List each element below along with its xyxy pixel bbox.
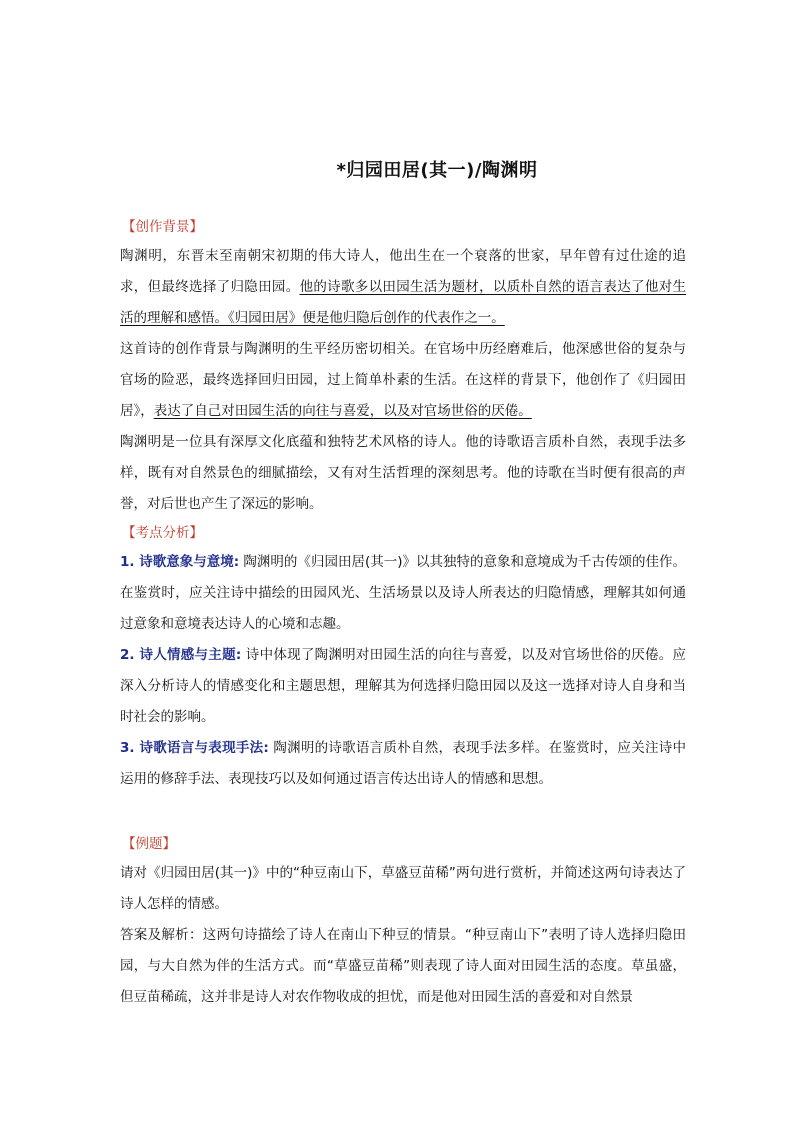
analysis-item-3-label: 3. 诗歌语言与表现手法:: [120, 740, 269, 756]
background-paragraph-1: [120, 241, 686, 334]
example-answer: 答案及解析：这两句诗描绘了诗人在南山下种豆的情景。“种豆南山下”表明了诗人选择归隐田园，与大自然为伴的生活方式。而“草盛豆苗稀”则表现了诗人面对田园生活的态度。草虽盛，但豆苗稀疏，这并非是诗人对农作物收成的担忧，而是他对田园生活的喜爱和对自然景: [120, 927, 686, 1005]
background-p1-plain: 陶渊明，东晋末至南朝宋初期的伟大诗人，他出生在一个衰落的世家，早年曾有过仕途的追求，但最终选择了归隐田园。: [120, 248, 686, 295]
background-p2-underlined: 表达了自己对田园生活的向往与喜爱，以及对官场世俗的厌倦。: [153, 403, 532, 419]
analysis-item-1-text: 陶渊明的《归园田居(其一)》以其独特的意象和意境成为千古传颂的佳作。在鉴赏时，应关注诗中描绘的田园风光、生活场景以及诗人所表达的归隐情感，理解其如何通过意象和意境表达诗人的心境和志趣。: [120, 554, 687, 632]
page-title: *归园田居(其一)/陶渊明: [336, 160, 538, 181]
background-paragraph-2: [120, 334, 686, 427]
example-heading: 【例题】: [122, 836, 176, 852]
analysis-item-3-text: 陶渊明的诗歌语言质朴自然，表现手法多样。在鉴赏时，应关注诗中运用的修辞手法、表现技巧以及如何通过语言传达出诗人的情感和思想。: [120, 740, 686, 787]
example-question: 请对《归园田居(其一)》中的“种豆南山下，草盛豆苗稀”两句进行赏析，并简述这两句诗表达了诗人怎样的情感。: [120, 865, 686, 912]
analysis-heading: 【考点分析】: [122, 525, 203, 541]
background-paragraph-3: 陶渊明是一位具有深厚文化底蕴和独特艺术风格的诗人。他的诗歌语言质朴自然，表现手法多样，既有对自然景色的细腻描绘，又有对生活哲理的深刻思考。他的诗歌在当时便有很高的声誉，对后世也产生了深远的影响。: [120, 434, 686, 512]
background-p2-plain: 这首诗的创作背景与陶渊明的生平经历密切相关。在官场中历经磨难后，他深感世俗的复杂与官场的险恶，最终选择回归田园，过上简单朴素的生活。在这样的背景下，他创作了《归园田居》，: [120, 341, 686, 419]
analysis-item-1: [120, 547, 686, 640]
document-body: [120, 214, 686, 1013]
background-p1-underlined: 他的诗歌多以田园生活为题材，以质朴自然的语言表达了他对生活的理解和感悟。《归园田居》便是他归隐后创作的代表作之一。: [120, 279, 686, 326]
analysis-item-2-label: 2. 诗人情感与主题:: [120, 647, 242, 663]
section-spacer: [120, 795, 686, 831]
analysis-item-3: [120, 733, 686, 795]
analysis-item-2: [120, 640, 686, 733]
analysis-item-1-label: 1. 诗歌意象与意境:: [120, 554, 240, 570]
analysis-item-2-text: 诗中体现了陶渊明对田园生活的向往与喜爱，以及对官场世俗的厌倦。应深入分析诗人的情感变化和主题思想，理解其为何选择归隐田园以及这一选择对诗人自身和当时社会的影响。: [120, 647, 687, 725]
background-heading: 【创作背景】: [122, 219, 203, 235]
